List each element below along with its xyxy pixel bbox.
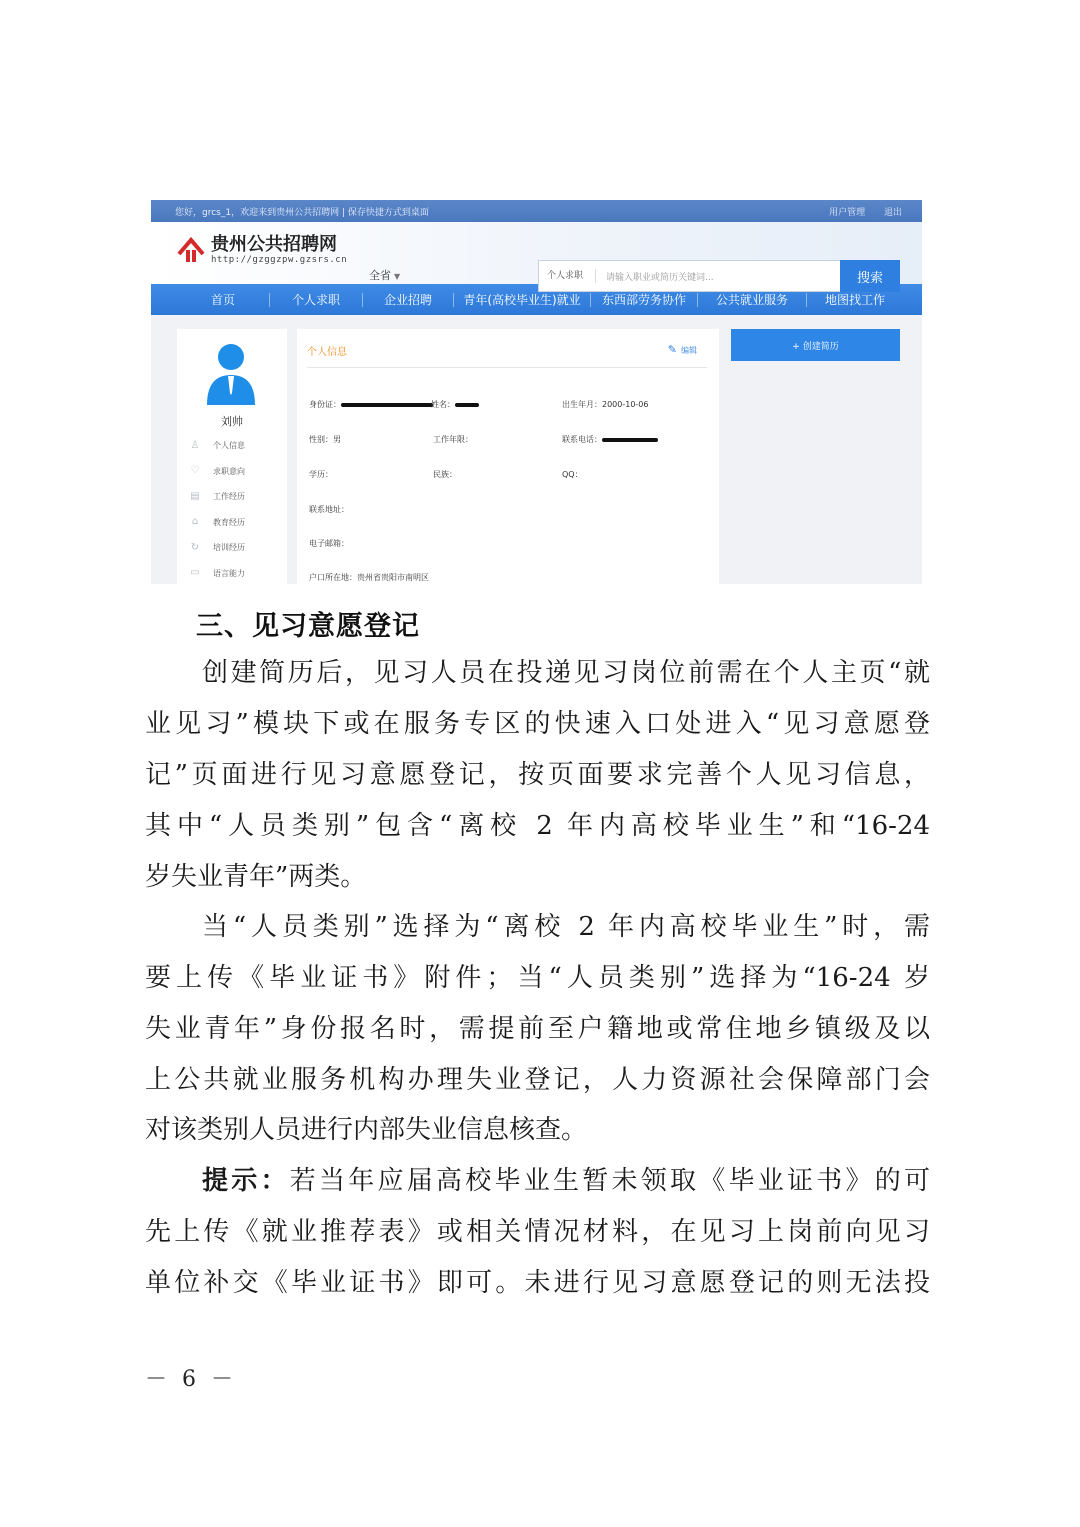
- embedded-screenshot: [151, 200, 922, 584]
- region-label: 全省: [369, 269, 391, 282]
- logout-link[interactable]: 退出: [883, 207, 902, 218]
- menu-item-training[interactable]: [189, 535, 245, 561]
- search-category[interactable]: 个人求职: [539, 269, 596, 283]
- paragraph-line: 创建简历后，见习人员在投递见习岗位前需在个人主页“就: [202, 658, 930, 688]
- redacted-mark: [602, 438, 658, 442]
- greeting-text: 您好，grcs_1，欢迎来到贵州公共招聘网 | 保存快捷方式到桌面: [175, 207, 429, 218]
- menu-label: 语言能力: [213, 568, 245, 578]
- address-field: 联系地址：: [309, 505, 349, 514]
- birth-field: 出生年月：2000-10-06: [562, 400, 649, 409]
- menu-item-job-intent[interactable]: [189, 459, 245, 485]
- personal-info-card: [297, 329, 719, 584]
- menu-label: 教育经历: [213, 517, 245, 527]
- work-years-field: 工作年限：: [433, 435, 473, 444]
- pencil-icon: ✎: [667, 343, 677, 356]
- graduation-cap-icon: ⌂: [191, 516, 199, 528]
- profile-content: [151, 315, 922, 584]
- paragraph-line: 对该类别人员进行内部失业信息核查。: [145, 1115, 588, 1145]
- avatar-icon: [205, 343, 257, 405]
- page-number: － 6 －: [145, 1367, 237, 1392]
- paragraph-line: 其中“人员类别”包含“离校 2 年内高校毕业生”和“16-24: [145, 811, 930, 841]
- ethnicity-field: 民族：: [433, 470, 457, 479]
- create-resume-button[interactable]: + 创建简历: [731, 329, 900, 361]
- document-icon: ▤: [190, 490, 200, 502]
- nav-home[interactable]: 首页: [210, 293, 235, 307]
- edit-label: 编辑: [681, 346, 697, 355]
- hukou-field: 户口所在地：贵州省贵阳市南明区: [309, 573, 429, 582]
- search-button[interactable]: 搜索: [840, 260, 900, 292]
- nav-job-seeking[interactable]: 个人求职: [291, 293, 340, 307]
- tip-text: 若当年应届高校毕业生暂未领取《毕业证书》的可: [289, 1166, 930, 1196]
- logo-mark-icon: [175, 234, 207, 266]
- paragraph-line: 记”页面进行见习意愿登记，按页面要求完善个人见习信息，: [145, 760, 930, 790]
- site-logo[interactable]: [175, 234, 347, 266]
- site-header: [151, 222, 922, 284]
- user-manage-link[interactable]: 用户管理: [829, 207, 866, 218]
- paragraph-line: 失业青年”身份报名时，需提前至户籍地或常住地乡镇级及以: [145, 1014, 930, 1044]
- site-topbar: [151, 200, 922, 222]
- menu-label: 工作经历: [213, 492, 245, 502]
- profile-sidebar: [177, 329, 287, 584]
- id-number-field: 身份证：: [309, 399, 433, 410]
- refresh-icon: ↻: [190, 541, 200, 553]
- book-icon: ▭: [190, 567, 200, 579]
- nav-public-service[interactable]: 公共就业服务: [715, 293, 788, 307]
- phone-field: 联系电话：: [562, 434, 658, 445]
- side-menu: [189, 433, 245, 584]
- paragraph-line: 岁失业青年”两类。: [145, 862, 367, 892]
- section-heading: 三、见习意愿登记: [196, 611, 420, 642]
- paragraph-line: 业见习”模块下或在服务专区的快速入口处进入“见习意愿登: [145, 709, 930, 739]
- search-input[interactable]: 请输入职业或简历关键词...: [606, 272, 714, 283]
- menu-label: 个人信息: [213, 441, 245, 451]
- menu-item-education[interactable]: [189, 510, 245, 536]
- menu-item-language[interactable]: [189, 561, 245, 585]
- tip-label: 提示：: [202, 1166, 290, 1196]
- user-icon: ♙: [190, 439, 200, 451]
- nav-recruiting[interactable]: 企业招聘: [383, 293, 432, 307]
- logo-title: 贵州公共招聘网: [211, 234, 337, 255]
- gender-field: 性别：男: [309, 435, 341, 444]
- info-card-title: 个人信息: [307, 347, 347, 358]
- qq-field: QQ：: [562, 470, 583, 479]
- education-field: 学历：: [309, 470, 333, 479]
- nav-labor-cooperation[interactable]: 东西部劳务协作: [601, 293, 686, 307]
- paragraph-line: 先上传《就业推荐表》或相关情况材料，在见习上岗前向见习: [145, 1217, 930, 1247]
- menu-label: 求职意向: [213, 466, 245, 476]
- region-select[interactable]: [369, 267, 400, 283]
- nav-youth-employment[interactable]: 青年(高校毕业生)就业: [463, 293, 581, 307]
- paragraph-line: 上公共就业服务机构办理失业登记，人力资源社会保障部门会: [145, 1065, 930, 1095]
- menu-label: 培训经历: [213, 543, 245, 553]
- edit-button[interactable]: [668, 343, 697, 356]
- user-name: 刘帅: [221, 415, 243, 428]
- paragraph-line: 单位补交《毕业证书》即可。未进行见习意愿登记的则无法投: [145, 1268, 930, 1298]
- email-field: 电子邮箱：: [309, 539, 349, 548]
- paragraph-line: 要上传《毕业证书》附件；当“人员类别”选择为“16-24 岁: [145, 963, 930, 993]
- paragraph-line: [202, 1163, 930, 1199]
- logo-url: http://gzggzpw.gzsrs.cn: [211, 255, 348, 265]
- heart-icon: ♡: [190, 465, 200, 477]
- redacted-mark: [341, 403, 433, 407]
- caret-down-icon: ▼: [394, 272, 401, 281]
- paragraph-line: 当“人员类别”选择为“离校 2 年内高校毕业生”时，需: [202, 912, 930, 942]
- name-field: 姓名：: [431, 399, 479, 410]
- redacted-mark: [455, 403, 479, 407]
- menu-item-personal-info[interactable]: [189, 433, 245, 459]
- menu-item-work-experience[interactable]: [189, 484, 245, 510]
- nav-map-jobs[interactable]: 地图找工作: [824, 293, 885, 307]
